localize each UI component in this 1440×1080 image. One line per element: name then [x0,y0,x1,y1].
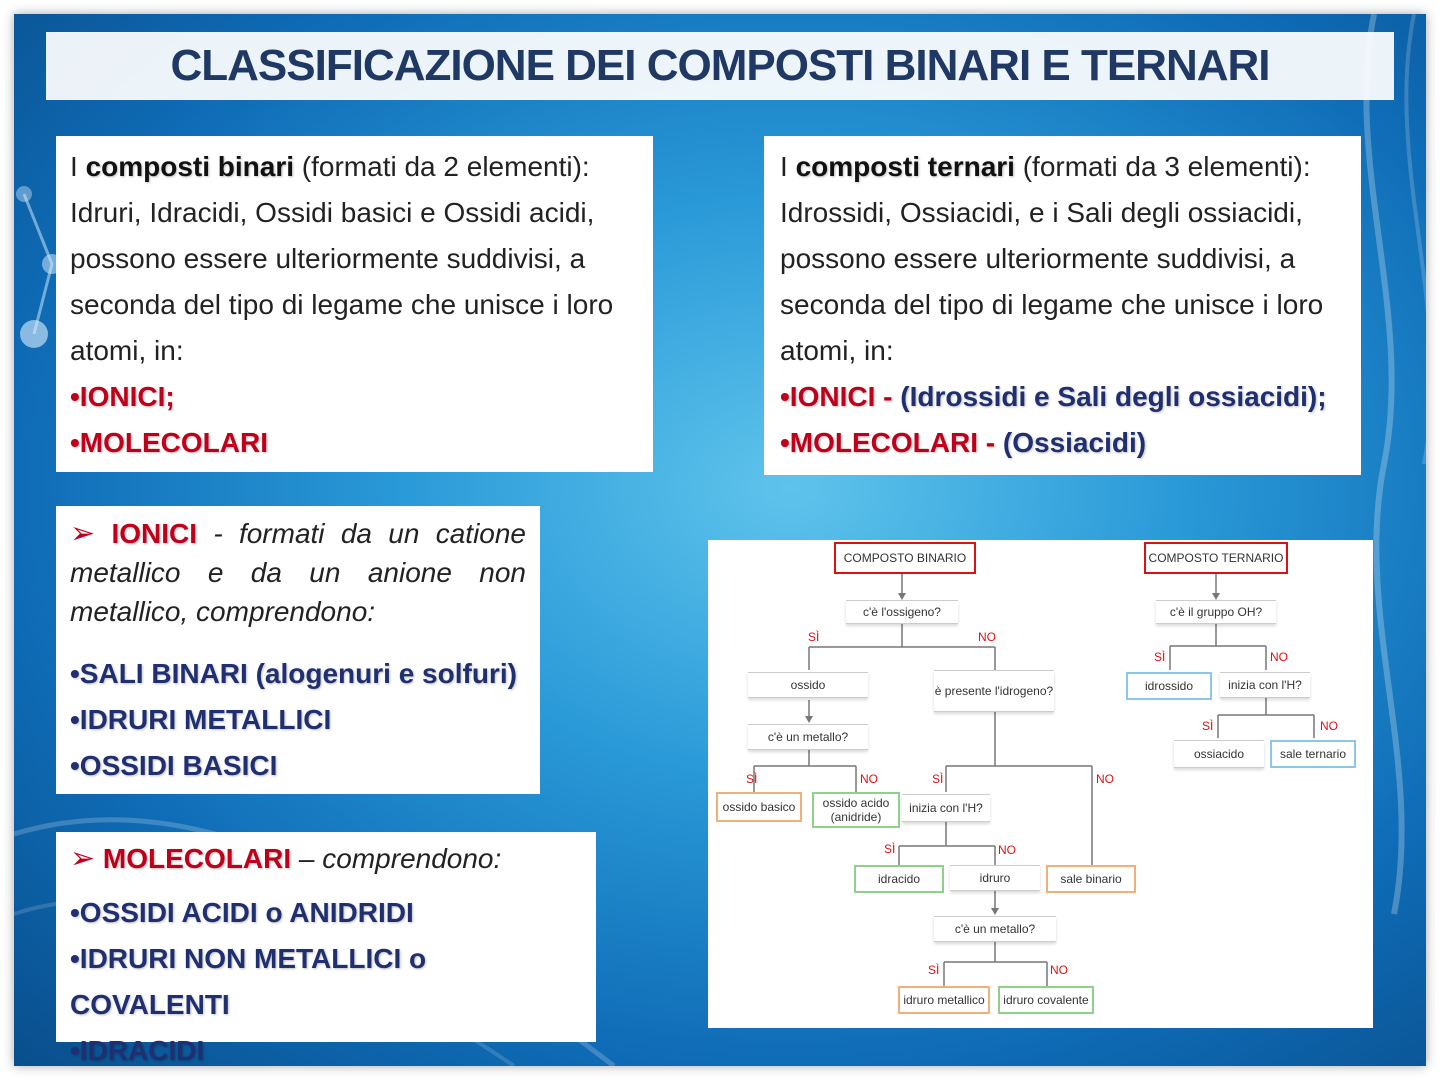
node-q-inizia-h: inizia con l'H? [902,794,990,822]
binari-bold: composti binari [85,151,295,182]
ternari-lead: I [780,151,796,182]
molecolari-list [70,890,582,1066]
label-no: NO [1096,772,1114,786]
list-item: •OSSIDI BASICI [70,750,278,781]
list-item: •SALI BINARI (alogenuri e solfuri) [70,658,517,689]
node-ossiacido: ossiacido [1174,740,1264,768]
node-q-inizia-h-2: inizia con l'H? [1220,672,1310,698]
ionici-description: - formati da un catione metallico e da un anione non metallico, comprendono: [70,518,527,627]
node-ossido-basico: ossido basico [716,792,802,822]
node-q-metallo: c'è un metallo? [748,724,868,750]
list-item: •IDRURI NON METALLICI o COVALENTI [70,943,427,1020]
label-no: NO [1320,719,1338,733]
node-idruro: idruro [950,865,1040,891]
binari-item-molecolari: •MOLECOLARI [70,427,269,458]
ternari-bold: composti ternari [795,151,1015,182]
label-si: SÌ [884,842,896,856]
ternari-item-ionici-detail: (Idrossidi e Sali degli ossiacidi); [900,381,1327,412]
page-title: CLASSIFICAZIONE DEI COMPOSTI BINARI E TERNARI [170,41,1270,90]
node-ossido: ossido [748,672,868,698]
molecolari-heading: MOLECOLARI [95,843,292,874]
node-idruro-covalente: idruro covalente [998,986,1094,1014]
node-q-metallo-2: c'è un metallo? [934,916,1056,942]
classification-flowchart [708,540,1373,1028]
node-sale-binario: sale binario [1046,865,1136,893]
ternary-compounds-box [764,136,1361,475]
ionic-box [56,506,540,794]
ternari-text: (formati da 3 elementi): Idrossidi, Ossiacidi, e i Sali degli ossiacidi, possono essere ulteriormente suddivisi, a seconda del tipo di legame che unisce i loro atomi, in: [780,151,1324,366]
title-bar [46,32,1394,100]
list-item: •OSSIDI ACIDI o ANIDRIDI [70,897,414,928]
node-idrossido: idrossido [1126,672,1212,700]
node-q-ossigeno: c'è l'ossigeno? [846,600,958,624]
node-ossido-acido: ossido acido (anidride) [812,792,900,828]
ternari-item-molecolari: •MOLECOLARI - [780,427,1003,458]
binari-item-ionici: •IONICI; [70,381,175,412]
node-composto-binario: COMPOSTO BINARIO [834,542,976,574]
node-composto-ternario: COMPOSTO TERNARIO [1144,542,1288,574]
node-q-gruppo-oh: c'è il gruppo OH? [1156,600,1276,624]
label-si: SÌ [928,963,940,977]
binary-compounds-box [56,136,653,472]
ternari-item-ionici: •IONICI - [780,381,901,412]
binari-lead: I [70,151,86,182]
label-no: NO [1270,650,1288,664]
ternari-item-molecolari-detail: (Ossiacidi) [1002,427,1147,458]
molecular-box [56,832,596,1066]
slide [14,14,1426,1066]
arrow-icon: ➢ [70,842,96,875]
label-si: SÌ [746,772,758,786]
node-q-idrogeno: è presente l'idrogeno? [934,670,1054,712]
ionici-list [70,651,526,789]
label-si: SÌ [808,630,820,644]
ionici-heading: IONICI [95,518,198,549]
node-idruro-metallico: idruro metallico [898,986,990,1014]
label-no: NO [998,843,1016,857]
molecolari-intro [70,836,582,882]
node-sale-ternario: sale ternario [1270,740,1356,768]
label-si: SÌ [1154,650,1166,664]
list-item: •IDRACIDI [70,1035,205,1066]
binari-text: (formati da 2 elementi): Idruri, Idracidi, Ossidi basici e Ossidi acidi, possono essere ulteriormente suddivisi, a seconda del tipo di legame che unisce i loro atomi, in: [70,151,614,366]
node-idracido: idracido [854,865,944,893]
list-item: •IDRURI METALLICI [70,704,332,735]
arrow-icon: ➢ [70,517,96,550]
label-si: SÌ [932,772,944,786]
label-no: NO [978,630,996,644]
molecolari-description: – comprendono: [291,843,502,874]
label-no: NO [1050,963,1068,977]
label-no: NO [860,772,878,786]
label-si: SÌ [1202,719,1214,733]
ionici-intro [70,514,526,631]
